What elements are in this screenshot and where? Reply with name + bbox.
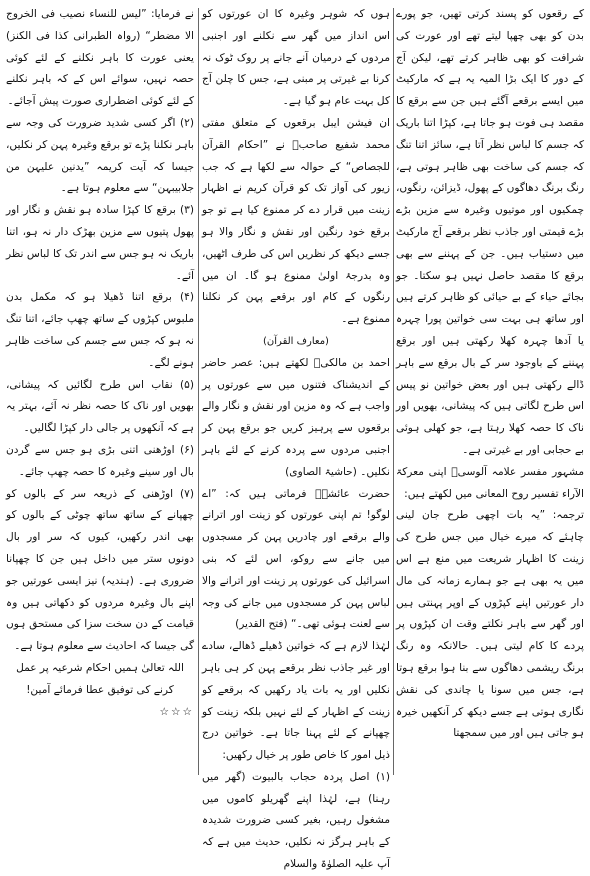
text-column-middle <box>202 4 390 871</box>
citation: (معارف القرآن) <box>263 335 329 347</box>
paragraph: حضرت عائشہؓ فرماتی ہیں کہ: ”اے لوگو! تم اپنی عورتوں کو زینت اور اترانے والے برقعے اور چادریں پہن کر مسجدوں میں جانے سے روکو، اس لئے کہ بنی اسرائیل کی عورتوں پر زینت اور اترانے والا لباس پہن کر مسجدوں میں جانے کی وجہ سے لعنت ہوئی تھی۔“ (فتح القدیر) <box>202 487 390 631</box>
paragraph: (۳) برقع کا کپڑا سادہ ہو نقش و نگار اور پھول پتیوں سے مزین بھڑک دار نہ ہو، اتنا باریک نہ ہو جس سے اندر تک کا لباس نظر آئے۔ <box>6 204 194 282</box>
closing-prayer: اللہ تعالیٰ ہمیں احکام شرعیہ پر عمل کرنے کی توفیق عطا فرمائے آمین! <box>16 661 184 696</box>
column-divider <box>198 8 199 775</box>
paragraph: مشہور مفسر علامہ آلوسیؒ اپنی معرکۃ الآراء تفسیر روح المعانی میں لکھتے ہیں: <box>396 465 584 500</box>
paragraph: لہٰذا لازم ہے کہ خواتین ڈھیلے ڈھالے، سادے اور غیر جاذب نظر برقعے پہن کر ہی باہر نکلیں اور یہ بات یاد رکھیں کہ برقعے کو زینت کے اظہار کے لئے نہیں بلکہ زینت کو چھپانے کے لئے پہنا جاتا ہے۔ خواتین درج ذیل امور کا خاص طور پر خیال رکھیں: <box>202 640 390 762</box>
paragraph: (۱) اصل پردہ حجاب بالبیوت (گھر میں رہنا) ہے، لہٰذا اپنے گھریلو کاموں میں مشغول رہیں، بغیر کسی ضرورت شدیدہ کے باہر ہرگز نہ نکلیں، حدیث میں ہے کہ آپ علیہ الصلوٰۃ والسلام <box>202 770 390 871</box>
paragraph: ہوں کہ شوہر وغیرہ کا ان عورتوں کو اس انداز میں گھر سے نکلنے اور اجنبی مردوں کے درمیان آنے جانے پر روک ٹوک نہ کرنا بے غیرتی پر مبنی ہے، جس کا چلن آج کل بہت عام ہو گیا ہے۔ <box>202 8 390 108</box>
paragraph: (۵) نقاب اس طرح لگائیں کہ پیشانی، بھویں اور ناک کا حصہ نظر نہ آئے، بہتر یہ ہے کہ آنکھوں پر جالی دار کپڑا لگالیں۔ <box>6 378 194 435</box>
paragraph: (۲) اگر کسی شدید ضرورت کی وجہ سے باہر نکلنا پڑے تو برقع وغیرہ پہن کر نکلیں، جیسا کہ آیت کریمہ ”یدنین علیہن من جلابیبہن“ سے معلوم ہوتا ہے۔ <box>6 116 194 195</box>
paragraph: احمد بن مالکیؒ لکھتے ہیں: عصر حاضر کے اندیشناک فتنوں میں سے عورتوں پر واجب ہے کہ وہ مزین اور نقش و نگار والے برقعوں سے پرہیز کریں جو برقع پہن کر اجنبی مردوں سے پردہ کرنے کے لئے باہر نکلیں۔ (حاشیۃ الصاوی) <box>202 356 390 478</box>
text-column-left <box>6 4 194 779</box>
paragraph: ان فیشن ایبل برقعوں کے متعلق مفتی محمد شفیع صاحبؒ نے ”احکام القرآن للجصاص“ کے حوالہ سے لکھا ہے کہ جب زیور کی آواز تک کو قرآن کریم نے اظہار زینت میں قرار دے کر ممنوع کیا ہے تو جو برقع خود رنگین اور نقش و نگار والا ہو جسے دیکھ کر نظریں اس کی طرف اٹھیں، وہ بدرجۂ اولیٰ ممنوع ہو گا۔ ان میں رنگوں کے کام اور برقعے پہن کر نکلنا ممنوع ہے۔ <box>202 116 390 326</box>
end-stars: ☆☆☆ <box>159 705 194 718</box>
paragraph: (۴) برقع اتنا ڈھیلا ہو کہ مکمل بدن ملبوس کپڑوں کے ساتھ چھپ جائے، اتنا تنگ نہ ہو کہ جس سے جسم کی ساخت ظاہر ہونے لگے۔ <box>6 291 194 369</box>
paragraph: (۶) اوڑھنی اتنی بڑی ہو جس سے گردن بال اور سینے وغیرہ کا حصہ چھپ جائے۔ <box>6 443 194 478</box>
column-divider <box>393 8 394 775</box>
paragraph: ترجمہ: ”یہ بات اچھی طرح جان لینی چاہئے کہ میرے خیال میں جس طرح کی زینت کا اظہار شریعت میں منع ہے اس میں یہ بھی ہے جو ہمارے زمانہ کی مال دار عورتیں اپنے کپڑوں کے اوپر پہنتی ہیں اور گھر سے باہر نکلتے وقت ان کپڑوں پر پردے کا کام لیتی ہیں۔ حالانکہ وہ رنگ برنگ ریشمی دھاگوں سے بنا ہوا برقع ہوتا ہے، جس میں سونا یا چاندی کی نقش نگاری ہوتی ہے جسے دیکھ کر آنکھیں خیرہ ہو جاتی ہیں اور میں سمجھتا <box>396 509 584 740</box>
text-column-right <box>396 4 584 779</box>
paragraph: نے فرمایا: ”لیس للنساء نصیب فی الخروج الا مضطر“ (رواہ الطبرانی کذا فی الکنز) یعنی عورت کا باہر نکلنے کے لئے کوئی حصہ نہیں، سوائے اس کے کہ باہر نکلنے کے لئے کوئی اضطراری صورت پیش آجائے۔ <box>6 8 194 108</box>
paragraph: کے رقعوں کو پسند کرتی تھیں، جو پورے بدن کو بھی چھپا لیتے تھے اور عورت کی شرافت کو بھی ظاہر کرتے تھے، لیکن آج کے دور کا ایک بڑا المیہ یہ ہے کہ مارکیٹ میں ایسے برقعے آگئے ہیں جن سے برقع کا مقصد ہی فوت ہو جاتا ہے، کپڑا اتنا باریک کہ جسم کا لباس نظر آتا ہے، سائز اتنا تنگ کہ جسم کی ساخت بھی ظاہر ہوتی ہے، رنگ برنگ دھاگوں کے پھول، ڈیزائن، رنگوں، چمکیوں اور موتیوں وغیرہ سے مزین بڑے بڑے قیمتی اور جاذب نظر برقعے آج مارکیٹ میں دستیاب ہیں۔ جن کے پہننے سے بھی برقع کا مقصد حاصل نہیں ہو سکتا۔ جو بجائے حیاء کے بے حیائی کو ظاہر کرتے ہیں اور ساتھ ہی بہت سی خواتین پورا چہرہ یا آدھا چہرہ کھلا رکھتی ہیں اور برقع پہننے کے باوجود سر کے بال برقع سے باہر ڈالے رکھتی ہیں اور بعض خواتین نو پیس اس طرح لگاتی ہیں کہ پیشانی، بھویں اور ناک کا حصہ کھلا رہتا ہے، جو کھلی ہوئی بے حجابی اور بے غیرتی ہے۔ <box>396 8 584 456</box>
paragraph: (۷) اوڑھنی کے ذریعہ سر کے بالوں کو چھپانے کے ساتھ ساتھ چوٹی کے بالوں کو بھی اندر رکھیں، کیوں کہ سر اور بال دونوں ستر میں داخل ہیں جن کا چھپانا ضروری ہے۔ (ہندیہ) نیز ایسی عورتیں جو اپنے بال وغیرہ مردوں کو دکھاتی ہیں وہ قیامت کے دن سخت سزا کی مستحق ہوں گی جیسا کہ احادیث سے معلوم ہوتا ہے۔ <box>6 487 194 653</box>
